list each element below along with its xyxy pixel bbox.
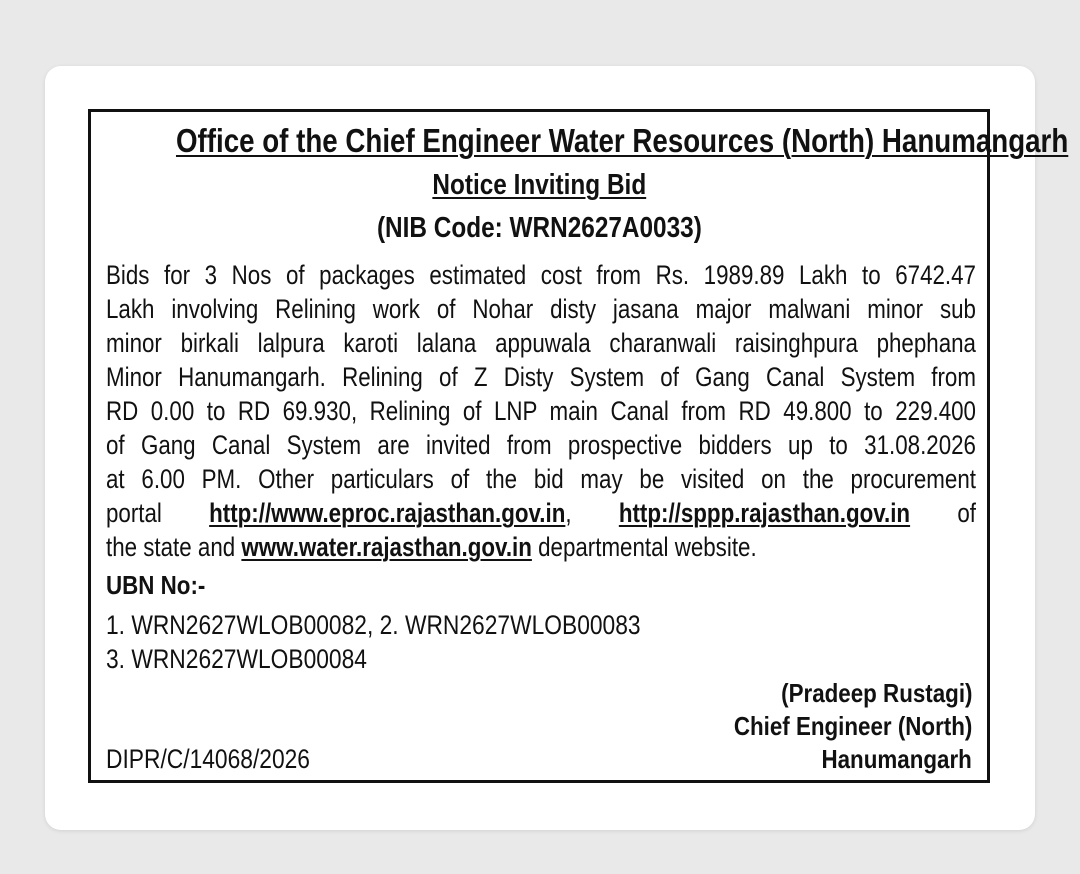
notice-title: Notice Inviting Bid [432,169,646,201]
notice-body [106,258,976,564]
sppp-link[interactable]: http://sppp.rajasthan.gov.in [618,498,911,528]
office-heading: Office of the Chief Engineer Water Resources (North) Hanumangarh [175,122,1069,159]
body-line: Bids for 3 Nos of packages estimated cost from Rs. 1989.89 Lakh to 6742.47 [106,260,976,290]
ubn-line: 3. WRN2627WLOB00084 [106,644,367,674]
signatory-place: Hanumangarh [821,744,972,774]
body-line: Lakh involving Relining work of Nohar disty jasana major malwani minor sub [106,294,976,324]
signatory-title: Chief Engineer (North) [733,711,972,741]
state-suffix: departmental website. [538,532,757,562]
of-word: of [957,498,976,528]
body-line: Minor Hanumangarh. Relining of Z Disty System of Gang Canal System from [106,362,976,392]
signatory-name: (Pradeep Rustagi) [780,678,972,708]
body-line: minor birkali lalpura karoti lalana appuwala charanwali raisinghpura phephana [106,328,976,358]
state-prefix: the state and [106,532,236,562]
notice-box [88,109,1069,783]
water-link[interactable]: www.water.rajasthan.gov.in [241,532,532,562]
comma: , [565,498,572,528]
ubn-label: UBN No:- [106,570,206,600]
body-line-website [106,530,976,564]
ubn-line: 1. WRN2627WLOB00082, 2. WRN2627WLOB00083 [106,610,641,640]
eproc-link[interactable]: http://www.eproc.rajasthan.gov.in [209,498,566,528]
body-line-portals [106,496,976,530]
portal-word: portal [106,498,162,528]
body-line: of Gang Canal System are invited from prospective bidders up to 31.08.2026 [106,430,976,460]
dipr-reference: DIPR/C/14068/2026 [106,744,310,774]
body-line: RD 0.00 to RD 69.930, Relining of LNP main Canal from RD 49.800 to 229.400 [106,396,976,426]
body-line: at 6.00 PM. Other particulars of the bid may be visited on the procurement [106,464,976,494]
nib-code: (NIB Code: WRN2627A0033) [376,212,702,244]
